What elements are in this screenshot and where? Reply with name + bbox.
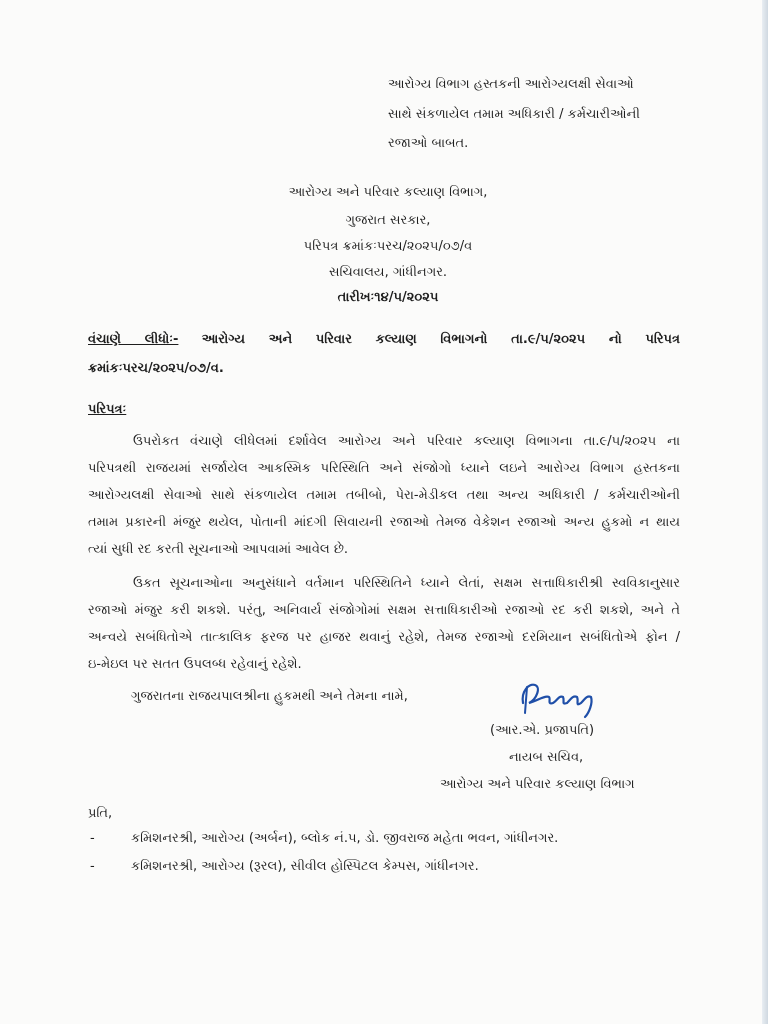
reference-label: વંચાણે લીધોઃ-: [88, 332, 179, 347]
para2-line-2: રજાઓ મંજુર કરી શકશે. પરંતુ, અનિવાર્ય સંજોગોમાં સક્ષમ સત્તાધિકારીઓ રજાઓ રદ કરી શકશે, અને તે: [88, 603, 680, 618]
governor-order-line: ગુજરાતના રાજયપાલશ્રીના હુકમથી અને તેમના નામે,: [131, 689, 408, 704]
office-location: સચિવાલય, ગાંધીનગર.: [328, 265, 448, 280]
para2-line-3: અન્વયે સબંધિતોએ તાત્કાલિક ફરજ પર હાજર થવાનું રહેશે, તેમજ રજાઓ દરમિયાન સબંધિતોએ ફોન /: [88, 630, 680, 645]
recipient-bullet: -: [90, 831, 95, 846]
subject-line-2: સાથે સંકળાયેલ તમામ અધિકારી / કર્મચારીઓની: [388, 107, 640, 122]
recipients-heading: પ્રતિ,: [88, 806, 113, 821]
subject-line-1: આરોગ્ય વિભાગ હસ્તકની આરોગ્યલક્ષી સેવાઓ: [388, 77, 634, 92]
reference-line-1: [88, 331, 680, 349]
circular-heading: પરિપત્રઃ: [88, 402, 127, 417]
circular-date: તારીખઃ૧૪/૫/૨૦૨૫: [337, 290, 439, 305]
recipient-item: કમિશનરશ્રી, આરોગ્ય (રૂરલ), સીવીલ હોસ્પિટલ કેમ્પસ, ગાંધીનગર.: [131, 859, 479, 874]
para1-line-3: આરોગ્યલક્ષી સેવાઓ સાથે સંકળાયેલ તમામ તબીબો, પેરા-મેડીકલ તથા અન્ય અધિકારી / કર્મચારીઓની: [88, 488, 680, 503]
circular-number: પરિપત્ર ક્રમાંકઃપરચ/૨૦૨૫/૦૭/વ: [303, 239, 473, 254]
para1-line-5: ત્યાં સુધી રદ કરતી સૂચનાઓ આપવામાં આવેલ છે.: [88, 542, 349, 557]
signatory-department: આરોગ્ય અને પરિવાર કલ્યાણ વિભાગ: [440, 777, 635, 792]
subject-line-3: રજાઓ બાબત.: [388, 136, 469, 151]
recipient-item: કમિશનરશ્રી, આરોગ્ય (અર્બન), બ્લોક નં.૫, ડો. જીવરાજ મહેતા ભવન, ગાંધીનગર.: [131, 831, 559, 846]
signatory-designation: નાયબ સચિવ,: [509, 750, 584, 765]
signatory-name: (આર.એ. પ્રજાપતિ): [490, 723, 595, 738]
reference-text: આરોગ્ય અને પરિવાર કલ્યાણ વિભાગનો તા.૯/૫/૨૦૨૫ નો પરિપત્ર: [201, 332, 680, 347]
para2-line-4: ઇ-મેઇલ પર સતત ઉપલબ્ધ રહેવાનું રહેશે.: [88, 657, 302, 672]
government-name: ગુજરાત સરકાર,: [345, 213, 431, 228]
reference-line-2: ક્રમાંકઃપરચ/૨૦૨૫/૦૭/વ.: [88, 361, 224, 376]
page-edge: [762, 0, 768, 1024]
recipient-bullet: -: [90, 859, 95, 874]
para1-line-2: પરિપત્રથી રાજયમાં સર્જાયેલ આકસ્મિક પરિસ્થિતિ અને સંજોગો ધ્યાને લઇને આરોગ્ય વિભાગ હસ્તકના: [88, 461, 680, 476]
signature-image: [515, 673, 605, 721]
department-name: આરોગ્ય અને પરિવાર કલ્યાણ વિભાગ,: [288, 185, 488, 200]
para1-line-1: ઉપરોકત વંચાણે લીધેલમાં દર્શાવેલ આરોગ્ય અને પરિવાર કલ્યાણ વિભાગના તા.૯/૫/૨૦૨૫ ના: [133, 434, 680, 449]
para2-line-1: ઉકત સૂચનાઓના અનુસંધાને વર્તમાન પરિસ્થિતિને ધ્યાને લેતાં, સક્ષમ સત્તાધિકારીશ્રી સ્વવિકાનુસાર: [133, 576, 680, 591]
para1-line-4: તમામ પ્રકારની મંજુર થયેલ, પોતાની માંદગી સિવાયની રજાઓ તેમજ વેકેશન રજાઓ અન્ય હુકમો ન થાય: [88, 515, 680, 530]
